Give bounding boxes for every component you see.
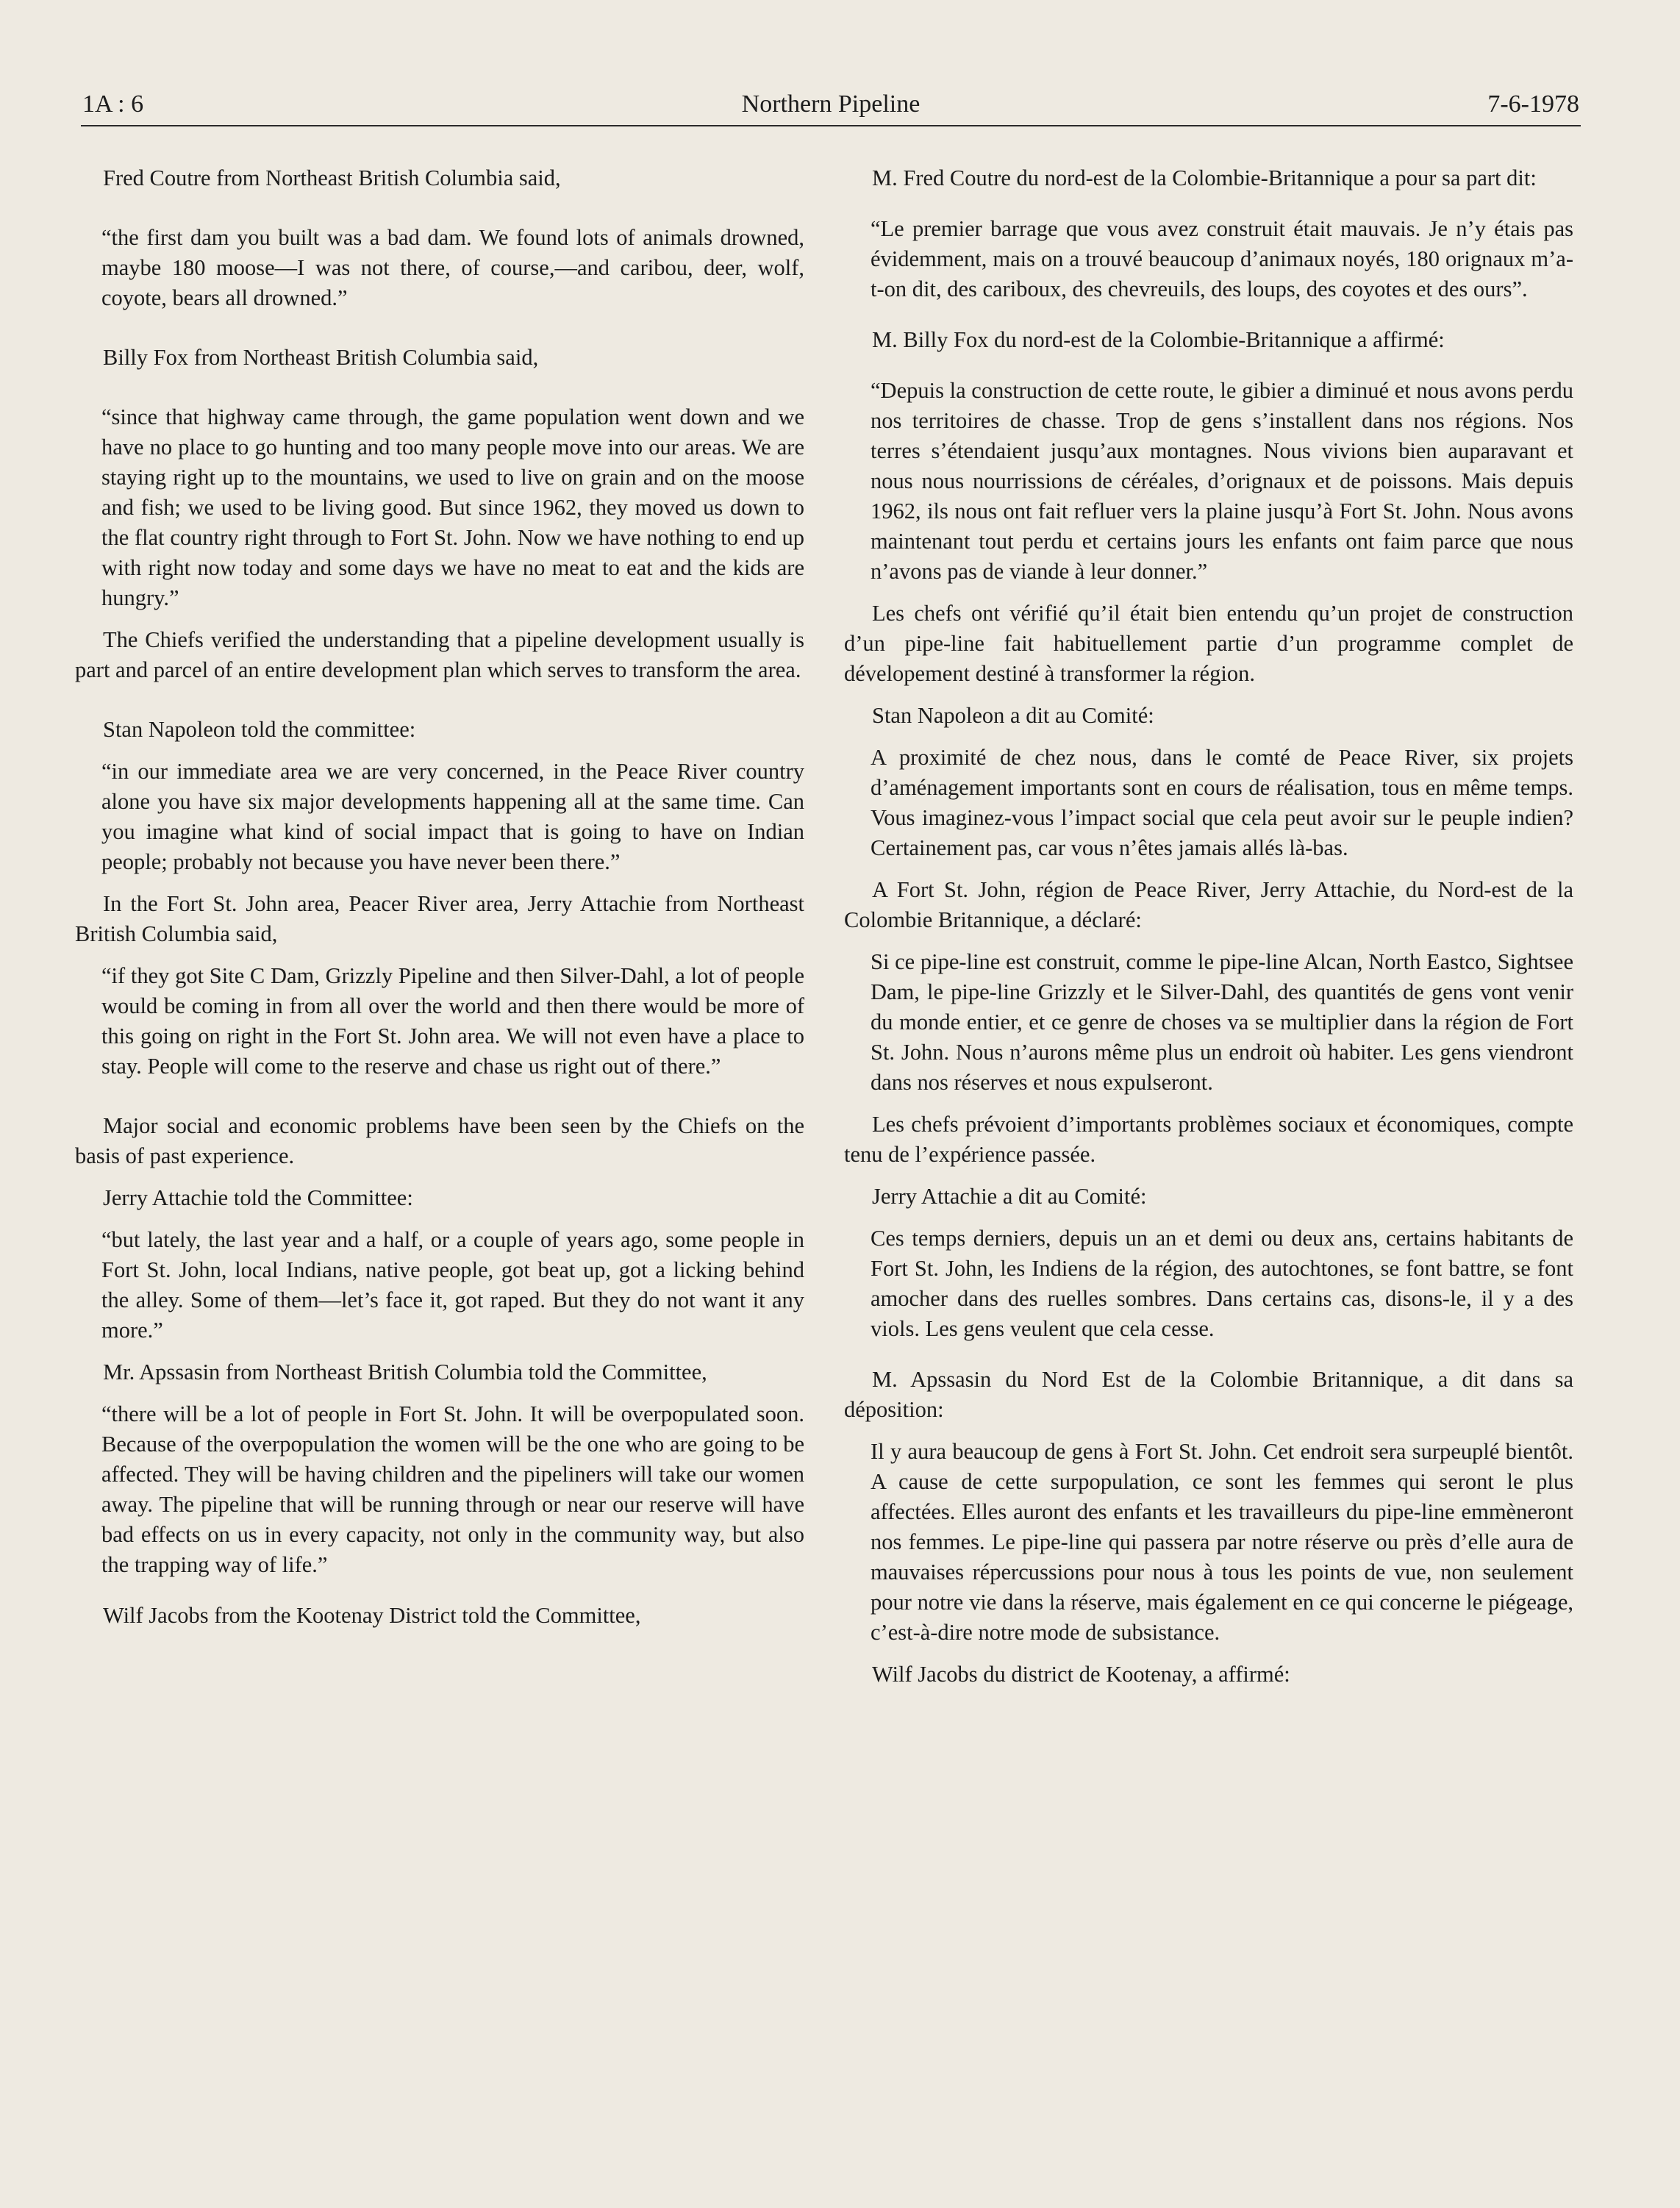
paragraph: Mr. Apssasin from Northeast British Columbia told the Committee, (103, 1360, 707, 1385)
french-column (844, 163, 1573, 1690)
paragraph: Major social and economic problems have been seen by the Chiefs on the basis of past experience. (75, 1113, 804, 1168)
paragraph: Fred Coutre from Northeast British Columbia said, (103, 165, 561, 190)
paragraph: Jerry Attachie told the Committee: (103, 1185, 413, 1210)
paragraph: Stan Napoleon told the committee: (103, 717, 416, 742)
page-header (81, 87, 1581, 126)
english-column (75, 163, 804, 1631)
quotation: “there will be a lot of people in Fort St. John. It will be overpopulated soon. Because of the overpopulation the women will be the one who are going to be affected. They will be having children and the pipeliners will take our women away. The pipeline that will be running through or near our reserve will have bad effects on us in every capacity, not only in the community way, but also the trapping way of life.” (101, 1401, 804, 1577)
quotation: “Le premier barrage que vous avez construit était mauvais. Je n’y étais pas évidemment, mais on a trouvé beaucoup d’animaux noyés, 180 orignaux m’a-t-on dit, des cariboux, des chevreuils, des loups, des coyotes et des ours”. (871, 216, 1573, 301)
quotation: Ces temps derniers, depuis un an et demi ou deux ans, certains habitants de Fort St. John, les Indiens de la région, des autochtones, se font battre, se font amocher dans des ruelles sombres. Dans certains cas, disons-le, il y a des viols. Les gens veulent que cela cesse. (871, 1226, 1573, 1341)
quotation: A proximité de chez nous, dans le comté de Peace River, six projets d’aménagement importants sont en cours de réalisation, tous en même temps. Vous imaginez-vous l’impact social que cela peut avoir sur le peuple indien? Certainement pas, car vous n’êtes jamais allés là-bas. (871, 745, 1573, 860)
quotation: “since that highway came through, the game population went down and we have no place to go hunting and too many people move into our areas. We are staying right up to the mountains, we used to live on grain and on the moose and fish; we used to be living good. But since 1962, they moved us down to the flat country right through to Fort St. John. Now we have nothing to end up with right now today and some days we have no meat to eat and the kids are hungry.” (101, 404, 804, 610)
paragraph: Billy Fox from Northeast British Columbia said, (103, 345, 539, 370)
paragraph: M. Billy Fox du nord-est de la Colombie-Britannique a affirmé: (872, 327, 1445, 352)
quotation: “but lately, the last year and a half, or a couple of years ago, some people in Fort St. John, local Indians, native people, got beat up, got a licking behind the alley. Some of them—let’s face it, got raped. But they do not want it any more.” (101, 1227, 804, 1343)
paragraph: A Fort St. John, région de Peace River, Jerry Attachie, du Nord-est de la Colombie Britannique, a déclaré: (844, 877, 1573, 932)
quotation: Il y aura beaucoup de gens à Fort St. John. Cet endroit sera surpeuplé bientôt. A cause de cette surpopulation, ce sont les femmes qui seront le plus affectées. Elles auront des enfants et les travailleurs du pipe-line emmèneront nos femmes. Le pipe-line qui passera par notre réserve ou près d’elle aura de mauvaises répercussions pour nous à tous les points de vue, non seulement pour notre vie dans la réserve, mais également en ce qui concerne le piégeage, c’est-à-dire notre mode de subsistance. (871, 1439, 1573, 1645)
issue-date: 7-6-1978 (1487, 90, 1579, 118)
page-reference: 1A : 6 (82, 90, 144, 118)
paragraph: Wilf Jacobs du district de Kootenay, a affirmé: (872, 1662, 1290, 1687)
paragraph: In the Fort St. John area, Peacer River area, Jerry Attachie from Northeast British Columbia said, (75, 891, 804, 946)
paragraph: Wilf Jacobs from the Kootenay District told the Committee, (103, 1603, 641, 1628)
paragraph: Jerry Attachie a dit au Comité: (872, 1184, 1147, 1209)
paragraph: M. Fred Coutre du nord-est de la Colombie-Britannique a pour sa part dit: (872, 165, 1537, 190)
quotation: “if they got Site C Dam, Grizzly Pipeline and then Silver-Dahl, a lot of people would be coming in from all over the world and then there would be more of this going on right in the Fort St. John area. We will not even have a place to stay. People will come to the reserve and chase us right out of there.” (101, 963, 804, 1079)
quotation: “in our immediate area we are very concerned, in the Peace River country alone you have six major developments happening all at the same time. Can you imagine what kind of social impact that is going to have on Indian people; probably not because you have never been there.” (101, 759, 804, 874)
paragraph: Les chefs ont vérifié qu’il était bien entendu qu’un projet de construction d’un pipe-line fait habituellement partie d’un programme complet de dévelopement destiné à transformer la région. (844, 601, 1573, 686)
quotation: “the first dam you built was a bad dam. We found lots of animals drowned, maybe 180 moose—I was not there, of course,—and caribou, deer, wolf, coyote, bears all drowned.” (101, 225, 804, 310)
paragraph: Stan Napoleon a dit au Comité: (872, 703, 1154, 728)
paragraph: Les chefs prévoient d’importants problèmes sociaux et économiques, compte tenu de l’expérience passée. (844, 1112, 1573, 1167)
paragraph: The Chiefs verified the understanding that a pipeline development usually is part and parcel of an entire development plan which serves to transform the area. (75, 627, 804, 682)
publication-title: Northern Pipeline (741, 90, 921, 118)
quotation: Si ce pipe-line est construit, comme le pipe-line Alcan, North Eastco, Sightsee Dam, le pipe-line Grizzly et le Silver-Dahl, des quantités de gens vont venir du monde entier, et ce genre de choses va se multiplier dans la région de Fort St. John. Nous n’aurons même plus un endroit où habiter. Les gens viendront dans nos réserves et nous expulseront. (871, 949, 1573, 1095)
paragraph: M. Apssasin du Nord Est de la Colombie Britannique, a dit dans sa déposition: (844, 1367, 1573, 1422)
quotation: “Depuis la construction de cette route, le gibier a diminué et nous avons perdu nos territoires de chasse. Trop de gens s’installent dans nos régions. Nos terres s’étendaient jusqu’aux montagnes. Nous vivions bien auparavant et nous nous nourrissions de céréales, d’orignaux et de poissons. Mais depuis 1962, ils nous ont fait refluer vers la plaine jusqu’à Fort St. John. Nous avons maintenant tout perdu et certains jours les enfants ont faim parce que nous n’avons pas de viande à leur donner.” (871, 378, 1573, 584)
